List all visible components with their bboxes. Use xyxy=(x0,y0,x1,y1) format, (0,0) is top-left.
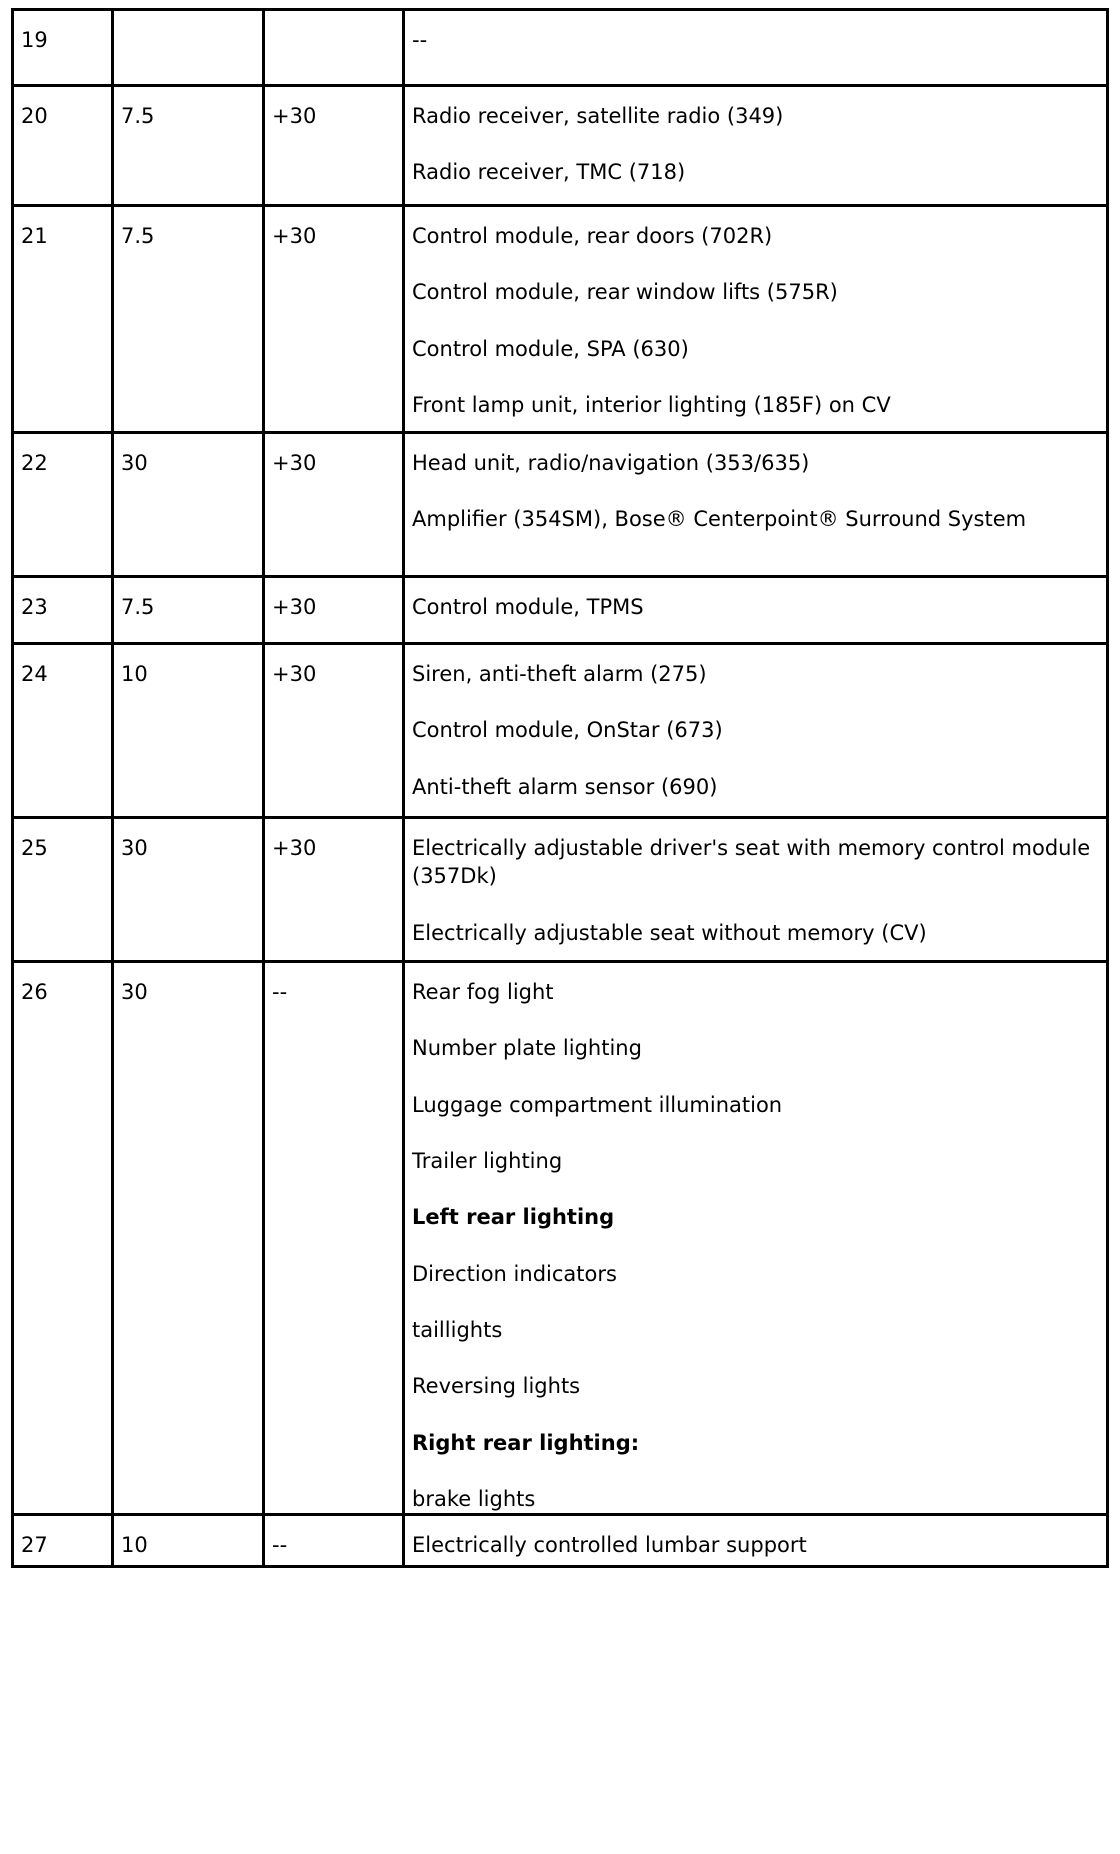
amperage-cell: 30 xyxy=(113,433,264,577)
table-row xyxy=(13,962,1108,1515)
amperage-cell: 7.5 xyxy=(113,577,264,644)
description-line: Electrically controlled lumbar support xyxy=(412,1533,807,1558)
table-row xyxy=(13,86,1108,206)
amperage-cell: 7.5 xyxy=(113,86,264,206)
amperage-cell: 10 xyxy=(113,1515,264,1567)
description-cell xyxy=(404,1515,1108,1567)
description-line: Electrically adjustable driver's seat with memory control module (357Dk) xyxy=(412,836,1091,889)
fuse-number-cell: 27 xyxy=(13,1515,113,1567)
table-row xyxy=(13,577,1108,644)
description-cell xyxy=(404,818,1108,962)
fuse-number-cell: 24 xyxy=(13,644,113,818)
description-line: Trailer lighting xyxy=(412,1149,563,1174)
supply-cell: +30 xyxy=(264,818,404,962)
table-row xyxy=(13,206,1108,433)
fuse-table-body xyxy=(13,10,1108,1567)
description-line: -- xyxy=(412,28,428,52)
supply-cell xyxy=(264,10,404,86)
supply-cell: +30 xyxy=(264,206,404,433)
table-row xyxy=(13,1515,1108,1567)
description-line: Control module, TPMS xyxy=(412,595,644,619)
amperage-cell xyxy=(113,10,264,86)
description-cell xyxy=(404,962,1108,1515)
description-line: Rear fog light xyxy=(412,980,554,1004)
description-cell xyxy=(404,644,1108,818)
table-row xyxy=(13,433,1108,577)
description-line: Control module, SPA (630) xyxy=(412,336,689,361)
description-line: taillights xyxy=(412,1318,503,1343)
description-cell xyxy=(404,577,1108,644)
description-cell xyxy=(404,433,1108,577)
table-row xyxy=(13,818,1108,962)
description-line: Direction indicators xyxy=(412,1261,617,1286)
description-line: Front lamp unit, interior lighting (185F) on CV xyxy=(412,393,891,418)
description-heading: Right rear lighting: xyxy=(412,1430,640,1455)
description-line: Control module, rear window lifts (575R) xyxy=(412,280,838,305)
description-line: Electrically adjustable seat without memory (CV) xyxy=(412,920,927,945)
fuse-number-cell: 25 xyxy=(13,818,113,962)
description-line: brake lights xyxy=(412,1487,536,1512)
description-line: Control module, rear doors (702R) xyxy=(412,224,773,248)
fuse-table xyxy=(11,8,1109,1568)
amperage-cell: 7.5 xyxy=(113,206,264,433)
description-line: Radio receiver, TMC (718) xyxy=(412,160,686,185)
fuse-number-cell: 26 xyxy=(13,962,113,1515)
fuse-number-cell: 19 xyxy=(13,10,113,86)
description-line: Amplifier (354SM), Bose® Centerpoint® Surround System xyxy=(412,507,1027,532)
supply-cell: -- xyxy=(264,1515,404,1567)
description-line: Luggage compartment illumination xyxy=(412,1092,783,1117)
supply-cell: +30 xyxy=(264,86,404,206)
description-cell xyxy=(404,10,1108,86)
description-line: Radio receiver, satellite radio (349) xyxy=(412,104,784,128)
description-line: Head unit, radio/navigation (353/635) xyxy=(412,451,810,475)
supply-cell: +30 xyxy=(264,577,404,644)
amperage-cell: 10 xyxy=(113,644,264,818)
description-line: Number plate lighting xyxy=(412,1036,642,1061)
table-row xyxy=(13,10,1108,86)
amperage-cell: 30 xyxy=(113,818,264,962)
fuse-number-cell: 20 xyxy=(13,86,113,206)
description-line: Siren, anti-theft alarm (275) xyxy=(412,662,707,686)
description-line: Anti-theft alarm sensor (690) xyxy=(412,774,718,799)
description-cell xyxy=(404,86,1108,206)
table-row xyxy=(13,644,1108,818)
supply-cell: +30 xyxy=(264,644,404,818)
supply-cell: +30 xyxy=(264,433,404,577)
fuse-number-cell: 23 xyxy=(13,577,113,644)
description-line: Control module, OnStar (673) xyxy=(412,718,723,743)
description-cell xyxy=(404,206,1108,433)
amperage-cell: 30 xyxy=(113,962,264,1515)
fuse-number-cell: 21 xyxy=(13,206,113,433)
description-heading: Left rear lighting xyxy=(412,1205,615,1230)
description-line: Reversing lights xyxy=(412,1374,581,1399)
supply-cell: -- xyxy=(264,962,404,1515)
fuse-number-cell: 22 xyxy=(13,433,113,577)
